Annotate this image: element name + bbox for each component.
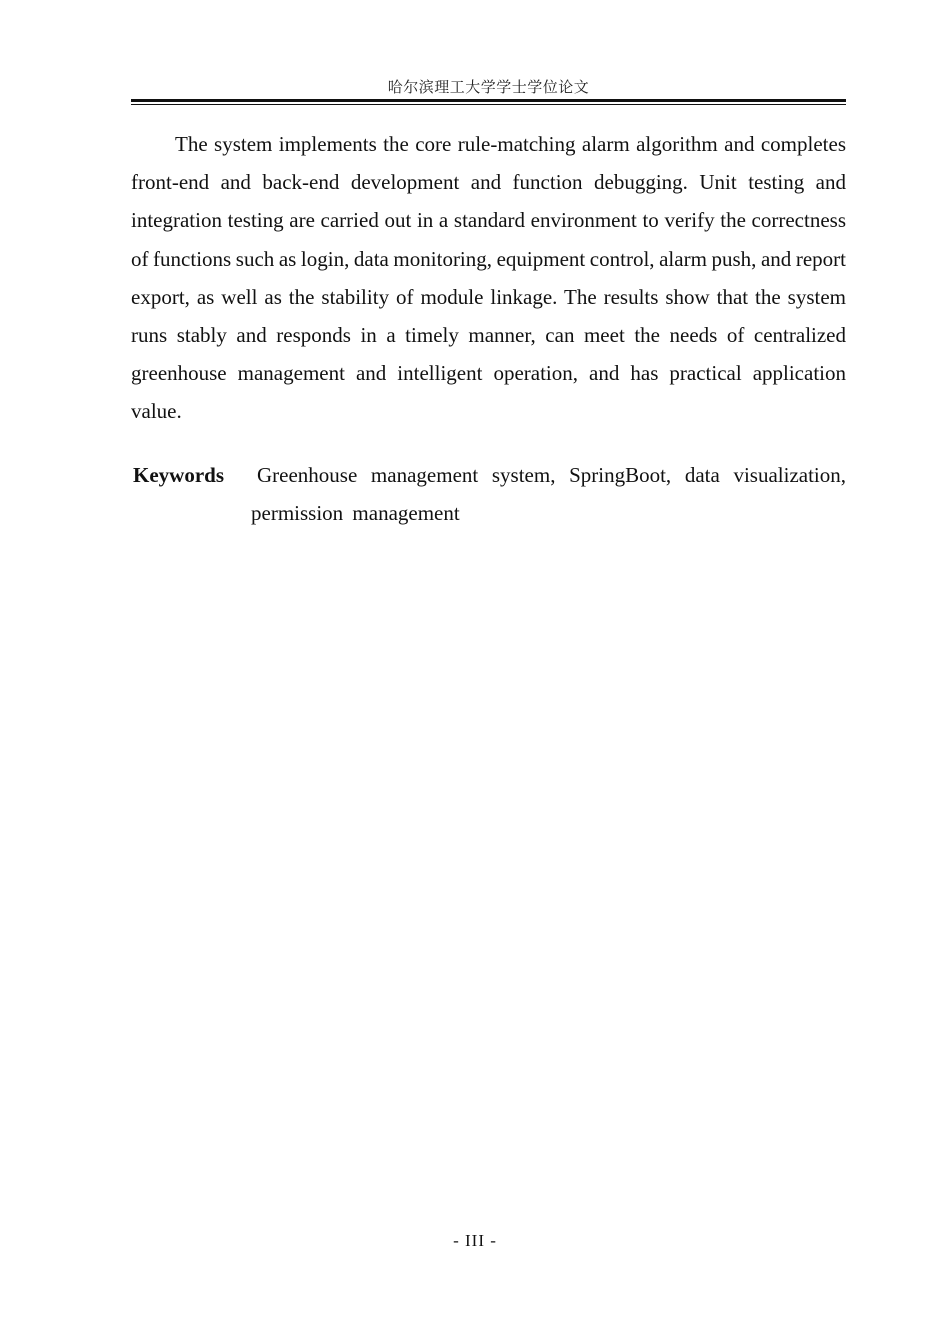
page-header-title: 哈尔滨理工大学学士学位论文: [387, 80, 590, 96]
header-rule-thin: [131, 104, 846, 105]
page-number: - III -: [453, 1231, 497, 1250]
keywords-label: Keywords: [133, 463, 224, 487]
abstract-paragraph: The system implements the core rule-matching alarm algorithm and completes front-end and back-end development and function debugging. Unit testing and integration testing are carried out in a standard environment to verify the correctness of functions such as login, data monitoring, equipment control, alarm push, and report export, as well as the stability of module linkage. The results show that the system runs stably and responds in a timely manner, can meet the needs of centralized greenhouse management and intelligent operation, and has practical application value.: [131, 132, 846, 424]
keywords-list: [251, 456, 846, 532]
keywords-line-2: permission management: [251, 501, 460, 525]
keywords-line-1: Greenhouse management system, SpringBoot, data visualization,: [257, 463, 846, 487]
header-rule-thick: [131, 99, 846, 102]
